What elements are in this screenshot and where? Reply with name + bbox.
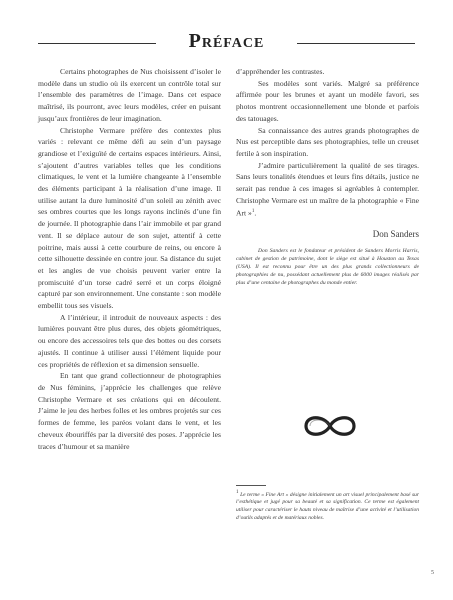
- paragraph: Ses modèles sont variés. Malgré sa préférence affirmée pour les brunes et ayant un modèle favori, ses photos montrent occasionnellement une blonde et parfois des tatouages.: [236, 78, 419, 123]
- page-number: 5: [431, 570, 434, 576]
- footnote-rule: [236, 485, 266, 486]
- paragraph: A l’intérieur, il introduit de nouveaux aspects : des lumières pouvant être plus dures, des objets géométriques, ou encore des accessoires tels que des bottes ou des corsets ajustés. Il continue à utiliser aussi l’élément liquide pour ces propriétés de réflexion et sa dimension sensuelle.: [38, 312, 221, 369]
- header-rule-right: [297, 43, 415, 44]
- page-header: [38, 30, 415, 54]
- footnote-text: Le terme « Fine Art » désigne initialement un art visuel principalement basé sur l’esthétique et jugé pour sa beauté et sa signification. Ce terme est également utiliser pour caractériser le hauts niveau de maîtrise d’une activité et l’utilisation d’outils adaptés et de matériaux nobles.: [236, 491, 420, 521]
- page-title: Préface: [188, 30, 265, 52]
- footnote-ref: 1: [251, 209, 255, 215]
- paragraph: Christophe Vermare préfère des contextes plus variés : relevant ce même défi au sein d’un paysage grandiose et l’exiguïté de certains espaces intérieurs. Ainsi, s’ajoutent d’autres variables telles que les conditions climatiques, le vent et la lumière changeante à l’ensemble des éléments participant à la réalisation d’une image. Il utilise autant la dure luminosité d’un soleil au zénith avec ses ombres courtes que les longs rayons inclinés d’une fin de journée. Il photographie dans l’air immobile et par grand vent. Il se déplace autour de son sujet, attentif à cette poitrine, mais aussi à cette courbure de reins, ou encore à cette silhouette dessinée en contre jour. Sa distance du sujet et les angles de vue choisis peuvent varier entre la promiscuité d’un torse cadré serré et un corps éloigné capturé par son environnement. Une constante : son modèle embellit tous ses visuels.: [38, 125, 221, 311]
- footnote-number: 1: [236, 490, 239, 495]
- paragraph: d’appréhender les contrastes.: [236, 67, 325, 76]
- left-column: [38, 66, 221, 452]
- infinity-logo: [300, 411, 360, 441]
- right-column: [236, 66, 419, 288]
- paragraph-text: J’admire particulièrement la qualité de ses tirages. Sans leurs tonalités étendues et leurs fins détails, justice ne serait pas rendue à ces images si agréables à contempler. Christophe Vermare est un maître de la photographie « Fine Art »: [236, 160, 419, 218]
- author-bio: Don Sanders est le fondateur et président de Sanders Morris Harris, cabinet de gestion de patrimoine, dont le siège est situé à Houston au Texas (USA). Il est reconnu pour être un des plus grands collectionneurs de photographies de nu, possédant actuellement plus de 6000 images réalisés par plus d’une centaine de photographes du monde entier.: [236, 248, 419, 286]
- paragraph: J’admire particulièrement la qualité de ses tirages. Sans leurs tonalités étendues et leurs fins détails, justice ne serait pas rendue à ces images si agréables à contempler. Christophe Vermare est un maître de la photographie « Fine Art »$^1$.: [236, 160, 419, 218]
- author-signature: Don Sanders: [372, 228, 419, 239]
- paragraph: Certains photographes de Nus choisissent d’isoler le modèle dans un studio où ils exercent un contrôle total sur l’ensemble des paramètres de l’image. Dans cet espace maîtrisé, ils pourront, avec leurs modèles, créer en puisant jusqu’aux frontières de leur imagination.: [38, 67, 221, 123]
- footnote: [236, 489, 419, 522]
- paragraph: En tant que grand collectionneur de photographies de Nus féminins, j’apprécie les challenges que relève Christophe Vermare et ses créations qui en découlent. J’aime le jeu des herbes folles et les ombres projetés sur ces formes de femme, les paréos volant dans le vent, et les cheveux ébouriffés par la diversité des poses. J’apprécie les traces d’humour et sa manière: [38, 371, 221, 451]
- paragraph: Sa connaissance des autres grands photographes de Nus est perceptible dans ses photographies, telle un creuset fertile à son inspiration.: [236, 125, 419, 158]
